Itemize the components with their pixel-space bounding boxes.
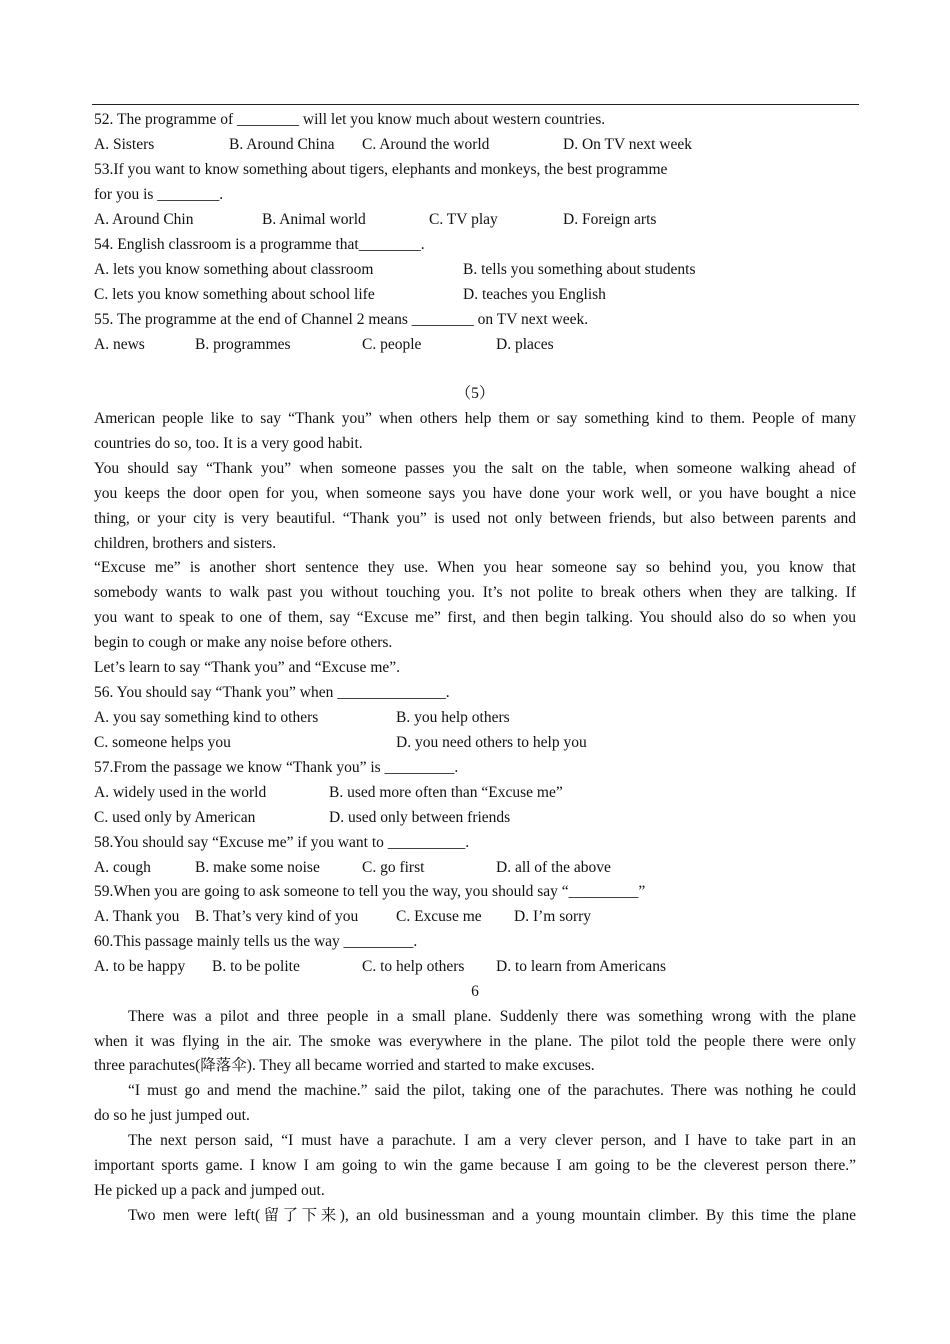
section6-line: “I must go and mend the machine.” said the pilot, taking one of the parachutes. There was nothing he could [128,1082,856,1099]
q52-option-c: C. Around the world [362,136,490,153]
section5-line: Let’s learn to say “Thank you” and “Excuse me”. [94,659,401,676]
q57-option-d: D. used only between friends [329,809,511,826]
section5-line: American people like to say “Thank you” when others help them or say something kind to them. People of many [94,410,856,427]
q58-option-b: B. make some noise [195,859,320,876]
q59-option-d: D. I’m sorry [514,908,592,925]
q58-option-d: D. all of the above [496,859,611,876]
q57-option-c: C. used only by American [94,809,256,826]
q57-option-a: A. widely used in the world [94,784,267,801]
q53-option-d: D. Foreign arts [563,211,657,228]
q55-option-a: A. news [94,336,145,353]
q52-option-d: D. On TV next week [563,136,693,153]
section5-line: “Excuse me” is another short sentence they use. When you hear someone say so behind you, you know that [94,559,856,576]
section5-line: thing, or your city is very beautiful. “Thank you” is used not only between friends, but also between parents and [94,510,856,527]
q55-stem: 55. The programme at the end of Channel 2 means ________ on TV next week. [94,311,589,328]
section6-line: He picked up a pack and jumped out. [94,1182,325,1199]
q54-option-d: D. teaches you English [463,286,606,303]
q59-option-a: A. Thank you [94,908,180,925]
section5-line: You should say “Thank you” when someone passes you the salt on the table, when someone walking ahead of [94,460,856,477]
q53-stem-line1: 53.If you want to know something about tigers, elephants and monkeys, the best programme [94,161,668,178]
q53-option-a: A. Around Chin [94,211,194,228]
q57-option-b: B. used more often than “Excuse me” [329,784,563,801]
q60-option-a: A. to be happy [94,958,186,975]
q56-option-d: D. you need others to help you [396,734,587,751]
q58-option-a: A. cough [94,859,151,876]
q54-option-c: C. lets you know something about school life [94,286,375,303]
section5-line: children, brothers and sisters. [94,535,277,552]
q60-stem: 60.This passage mainly tells us the way _________. [94,933,418,950]
q60-option-d: D. to learn from Americans [496,958,667,975]
section6-line: important sports game. I know I am going to win the game because I am going to be the cleverest person there.” [94,1157,856,1174]
q54-option-b: B. tells you something about students [463,261,696,278]
top-rule [92,104,859,105]
section5-line: you keeps the door open for you, when someone says you have done your work well, or you have bought a nice [94,485,856,502]
q58-stem: 58.You should say “Excuse me” if you want to __________. [94,834,470,851]
q56-stem: 56. You should say “Thank you” when ______________. [94,684,450,701]
q54-stem: 54. English classroom is a programme that________. [94,236,425,253]
q57-stem: 57.From the passage we know “Thank you” is _________. [94,759,459,776]
q55-option-d: D. places [496,336,554,353]
q60-option-c: C. to help others [362,958,465,975]
q58-option-c: C. go first [362,859,425,876]
section5-line: somebody wants to walk past you without touching you. It’s not polite to break others when they are talking. If [94,584,856,601]
section6-line: The next person said, “I must have a parachute. I am a very clever person, and I have to take part in an [128,1132,856,1149]
q56-option-b: B. you help others [396,709,510,726]
section6-line: do so he just jumped out. [94,1107,250,1124]
q56-option-c: C. someone helps you [94,734,231,751]
q55-option-c: C. people [362,336,422,353]
section5-line: you want to speak to one of them, say “Excuse me” first, and then begin talking. You should also do so when you [94,609,856,626]
q53-stem-line2: for you is ________. [94,186,224,203]
section5-line: begin to cough or make any noise before others. [94,634,393,651]
q52-option-a: A. Sisters [94,136,155,153]
section6-line: There was a pilot and three people in a small plane. Suddenly there was something wrong with the plane [128,1008,856,1025]
q55-option-b: B. programmes [195,336,291,353]
section6-line: three parachutes(降落伞). They all became worried and started to make excuses. [94,1057,595,1074]
section6-heading: 6 [471,983,479,1000]
q59-stem: 59.When you are going to ask someone to tell you the way, you should say “_________” [94,883,646,900]
q54-option-a: A. lets you know something about classroom [94,261,374,278]
section5-line: countries do so, too. It is a very good habit. [94,435,363,452]
q56-option-a: A. you say something kind to others [94,709,319,726]
q59-option-c: C. Excuse me [396,908,482,925]
section6-line: Two men were left(留了下来), an old businessman and a young mountain climber. By this time the plane [128,1207,856,1224]
q59-option-b: B. That’s very kind of you [195,908,359,925]
q53-option-c: C. TV play [429,211,498,228]
q52-stem: 52. The programme of ________ will let you know much about western countries. [94,111,606,128]
q60-option-b: B. to be polite [212,958,300,975]
section5-heading: （5） [455,385,495,402]
q52-option-b: B. Around China [229,136,335,153]
section6-line: when it was flying in the air. The smoke was everywhere in the plane. The pilot told the people there were only [94,1033,856,1050]
q53-option-b: B. Animal world [262,211,366,228]
